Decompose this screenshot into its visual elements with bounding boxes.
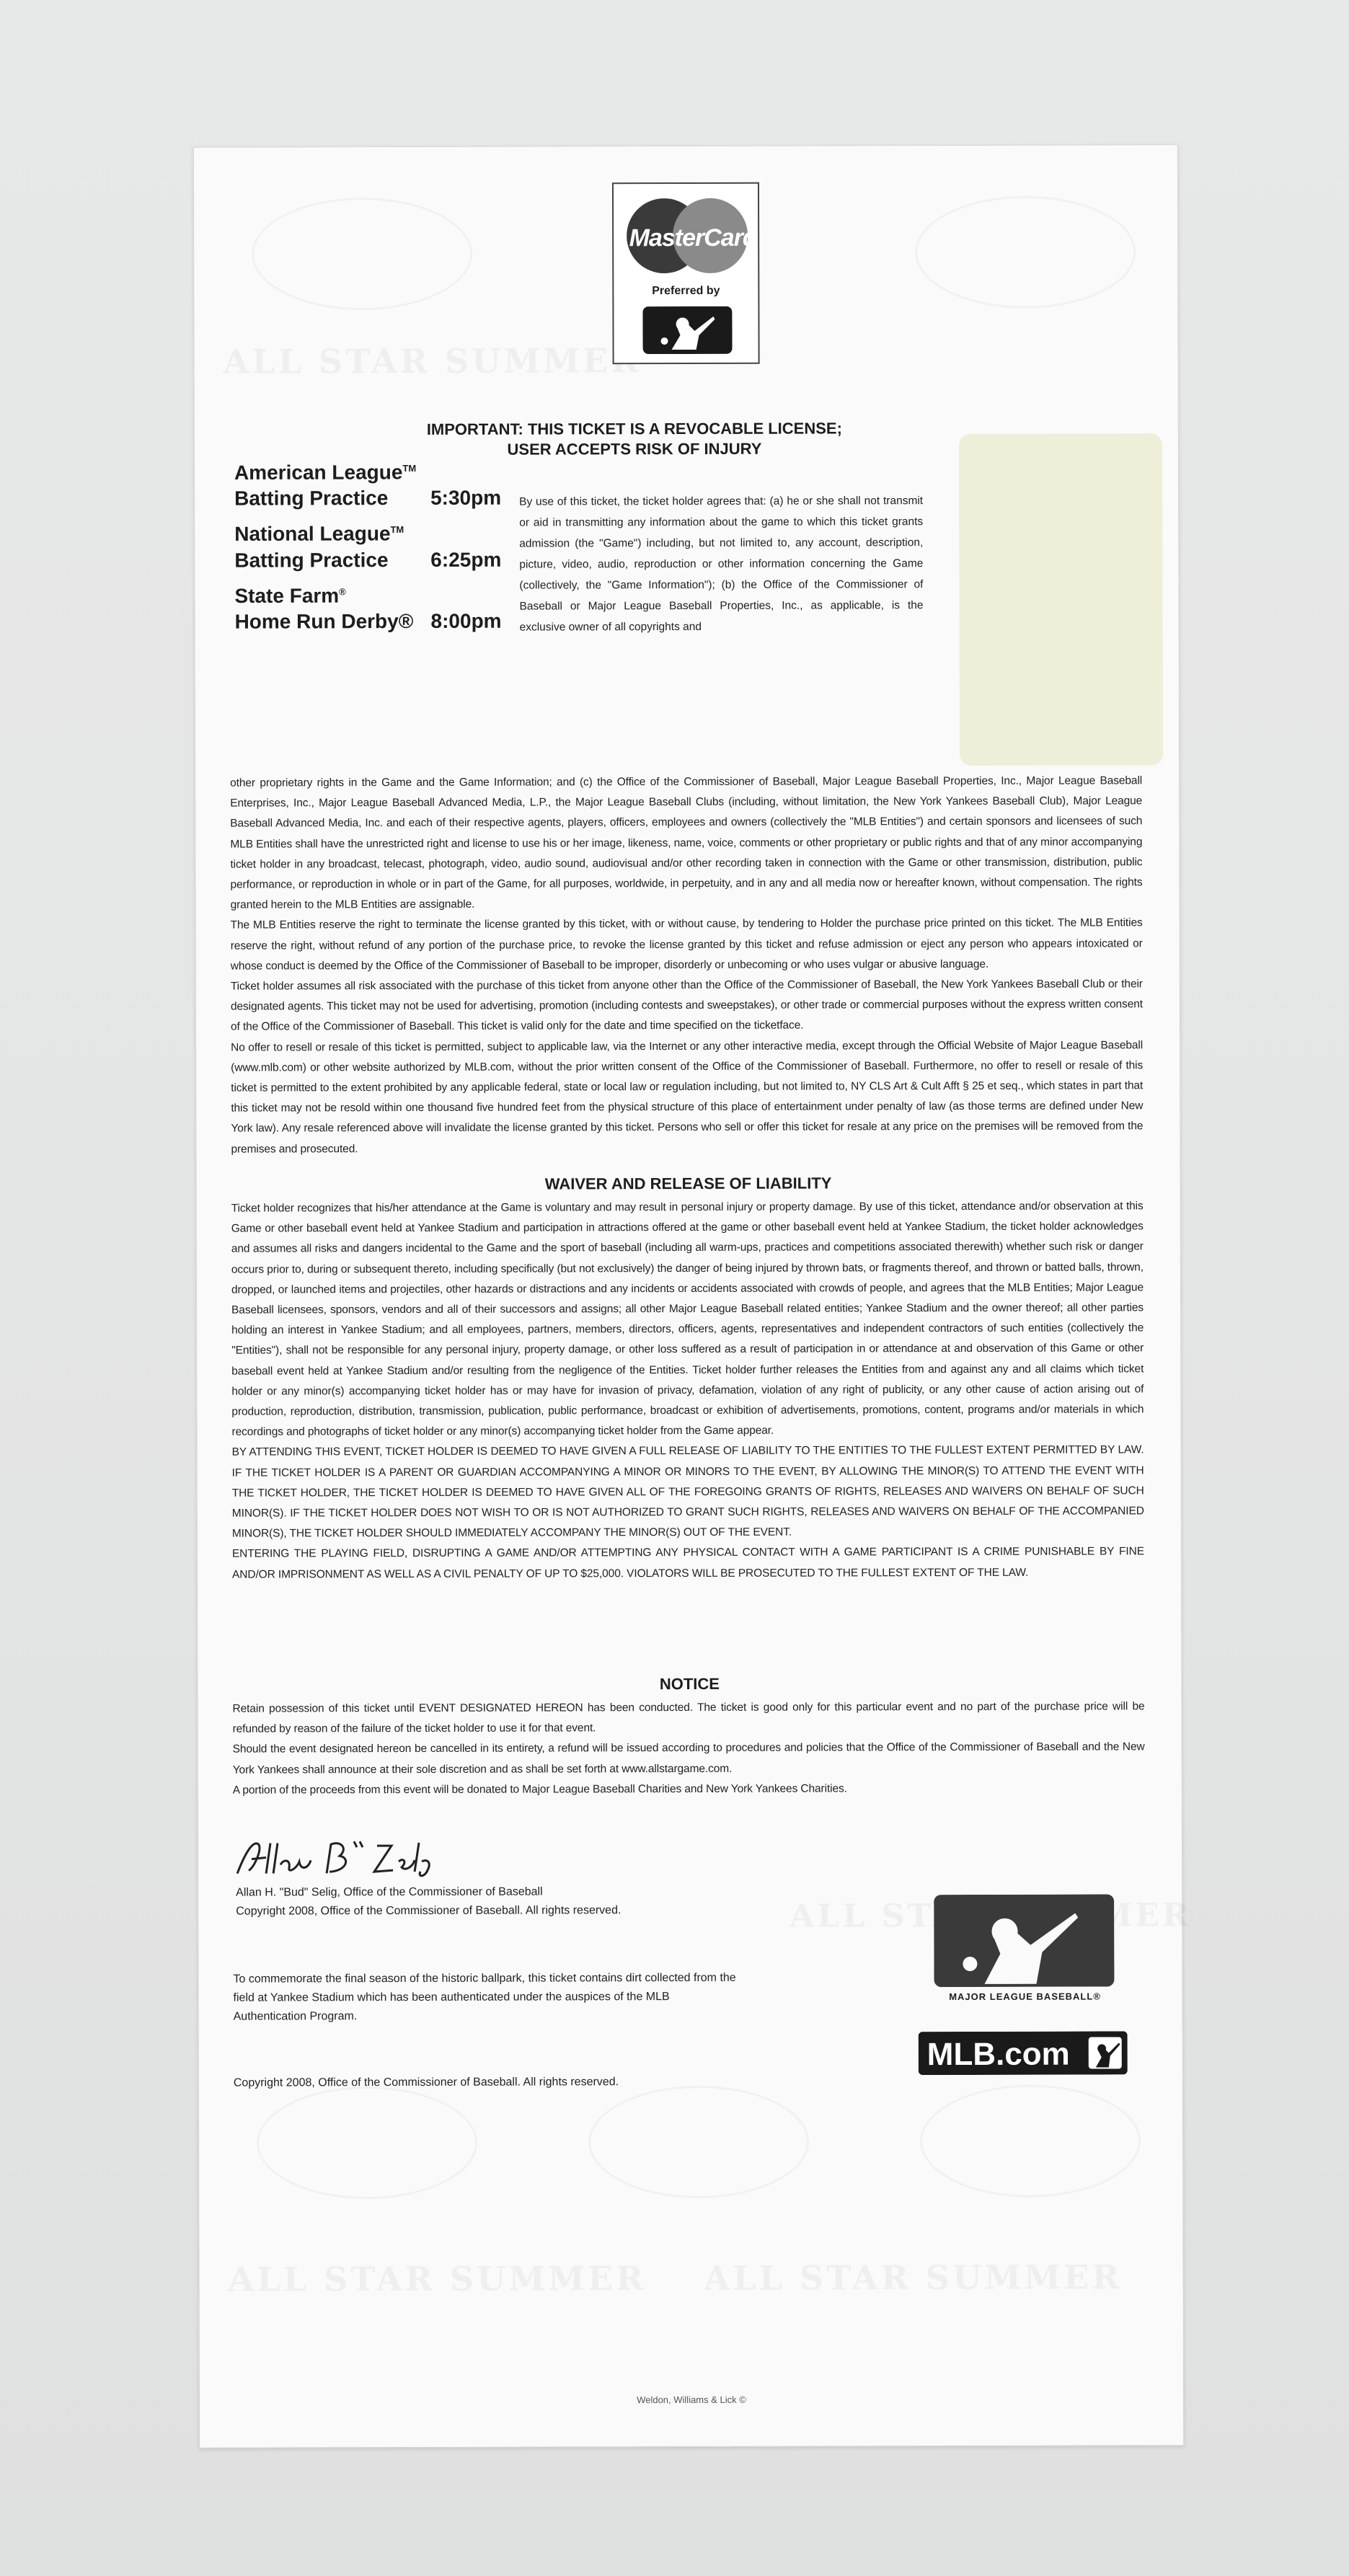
preferred-by-label: Preferred by <box>652 284 720 298</box>
copyright-line: Copyright 2008, Office of the Commissioner of Baseball. All rights reserved. <box>236 1904 622 1918</box>
watermark-oval <box>252 198 472 311</box>
schedule-line-1: American League™ <box>234 461 417 484</box>
mlbcom-logo-icon <box>919 2031 1128 2075</box>
license-title: IMPORTANT: THIS TICKET IS A REVOCABLE LICENSE; <box>426 419 842 438</box>
copyright-footer: Copyright 2008, Office of the Commissioner of Baseball. All rights reserved. <box>233 2076 619 2089</box>
mastercard-logo <box>621 192 757 272</box>
schedule-line-2: Batting Practice <box>234 548 389 572</box>
mlb-caption: MAJOR LEAGUE BASEBALL® <box>949 1991 1101 2003</box>
notice-body <box>232 1696 1144 1800</box>
watermark-text <box>704 2257 1122 2298</box>
schedule-line-1: State Farm® <box>234 584 346 607</box>
waiver-caps-paragraph: ENTERING THE PLAYING FIELD, DISRUPTING A GAME AND/OR ATTEMPTING ANY PHYSICAL CONTACT WITH A GAME PARTICIPANT IS A CRIME PUNISHABLE BY FINE AND/OR IMPRISONMENT AS WELL AS A CIVIL PENALTY OF UP TO $25,000. VIOLATORS WILL BE PROSECUTED TO THE FULLEST EXTENT OF THE LAW. <box>231 1545 1144 1581</box>
license-paragraph: other proprietary rights in the Game and the Game Information; and (c) the Office of the Commissioner of Baseball, Major League Baseball Properties, Inc., Major League Baseball Enterprises, Inc., Major League Baseball Advanced Media, L.P., the Major League Baseball Clubs (including, without limitation, the New York Yankees Baseball Club), Major League Baseball Advanced Media, Inc. and each of their respective agents, players, officers, employees and owners (collectively the "MLB Entities") and certain sponsors and licensees of such MLB Entities shall have the unrestricted right and license to use his or her image, likeness, name, voice, comments or other proprietary or public rights and that of any minor accompanying ticket holder in any broadcast, telecast, photograph, video, audio sound, audiovisual and/or other recording taken in connection with the Game or other transmission, distribution, public performance, or reproduction in whole or in part of the Game, for all purposes, worldwide, in perpetuity, and in any and all media now or hereafter known, without compensation. The rights granted herein to the MLB Entities are assignable. <box>230 774 1143 911</box>
sponsor-box <box>612 182 760 365</box>
mlb-batter-icon <box>642 306 732 354</box>
license-paragraph: No offer to resell or resale of this ticket is permitted, subject to applicable law, via the Internet or any other interactive media, except through the Official Website of Major League Baseball (www.mlb.com) or other website authorized by MLB.com, without the prior written consent of the Office of the Commissioner of Baseball. Furthermore, no offer to resell or resale of this ticket is permitted to the extent prohibited by any applicable federal, state or local law or regulation including, but not limited to, NY CLS Art & Cult Afft § 25 et seq., which states in part that this ticket may not be resold within one thousand five hundred feet from the physical structure of this place of entertainment under penalty of law (as those terms are defined under New York law). Any resale referenced above will invalidate the license granted by this ticket. Persons who sell or offer this ticket for resale at any price on the premises will be removed from the premises and prosecuted. <box>231 1038 1144 1156</box>
schedule-line-2: Batting Practice <box>234 487 389 510</box>
schedule-line-1: National League™ <box>234 522 404 546</box>
license-body <box>230 771 1143 1159</box>
notice-paragraph: A portion of the proceeds from this event will be donated to Major League Baseball Charities and New York Yankees Charities. <box>232 1782 847 1797</box>
notice-title: NOTICE <box>659 1674 720 1694</box>
commemoration-text: To commemorate the final season of the historic ballpark, this ticket contains dirt collected from the field at Yankee Stadium which has been authenticated under the auspices of the MLB Authentication Program. <box>233 1971 736 2023</box>
watermark-oval <box>257 2086 477 2200</box>
waiver-caps-paragraph: BY ATTENDING THIS EVENT, TICKET HOLDER IS DEEMED TO HAVE GIVEN A FULL RELEASE OF LIABILITY TO THE ENTITIES TO THE FULLEST EXTENT PERMITTED BY LAW. IF THE TICKET HOLDER IS A PARENT OR GUARDIAN ACCOMPANYING A MINOR OR MINORS TO THE EVENT, BY ALLOWING THE MINOR(S) TO ATTEND THE EVENT WITH THE TICKET HOLDER, THE TICKET HOLDER IS DEEMED TO HAVE GIVEN ALL OF THE FOREGOING GRANTS OF RIGHTS, RELEASES AND WAIVERS ON BEHALF OF SUCH MINOR(S). IF THE TICKET HOLDER DOES NOT WISH TO OR IS NOT AUTHORIZED TO GRANT SUCH RIGHTS, RELEASES AND WAIVERS ON BEHALF OF THE ACCOMPANIED MINOR(S), THE TICKET HOLDER SHOULD IMMEDIATELY ACCOMPANY THE MINOR(S) OUT OF THE EVENT. <box>231 1443 1144 1540</box>
watermark-oval <box>588 2086 809 2199</box>
schedule-item <box>234 456 501 512</box>
waiver-body <box>231 1196 1144 1585</box>
waiver-title: WAIVER AND RELEASE OF LIABILITY <box>544 1174 832 1193</box>
notice-paragraph: Retain possession of this ticket until EVENT DESIGNATED HEREON has been conducted. The ticket is good only for this particular event and no part of the purchase price will be refunded by reason of the failure of the ticket holder to use it for that event. <box>232 1700 1145 1735</box>
event-schedule <box>234 456 502 641</box>
schedule-time: 5:30pm <box>430 487 502 510</box>
mastercard-wordmark: MasterCard <box>629 223 757 252</box>
schedule-time: 8:00pm <box>430 609 502 632</box>
ticket-back <box>193 144 1184 2448</box>
authentication-panel <box>959 433 1163 766</box>
watermark-oval <box>915 195 1136 309</box>
watermark-text <box>228 2259 646 2299</box>
schedule-item <box>234 578 501 634</box>
schedule-line-2: Home Run Derby® <box>234 609 414 633</box>
waiver-paragraph: Ticket holder recognizes that his/her attendance at the Game is voluntary and may result in personal injury or property damage. By use of this ticket, attendance and/or observation at this Game or other baseball event held at Yankee Stadium and participation in attractions offered at the game or other baseball event held at Yankee Stadium, the ticket holder acknowledges and assumes all risks and dangers incidental to the Game and the sport of baseball (including all warm-ups, practices and competitions associated therewith) whether such risk or danger occurs prior to, during or subsequent thereto, including specifically (but not exclusively) the danger of being injured by thrown bats, or fragments thereof, and thrown or batted balls, thrown, dropped, or launched items and projectiles, other hazards or distractions and any incidents or accidents associated with crowds of people, and agrees that the MLB Entities; Major League Baseball licensees, sponsors, vendors and all of their successors and assigns; all other Major League Baseball related entities; Yankee Stadium and the owner thereof; all other parties holding an interest in Yankee Stadium; and all employees, partners, members, directors, officers, agents, representatives and independent contractors of such entities (collectively the "Entities"), shall not be responsible for any personal injury, property damage, or other loss suffered as a result of participation in or attendance at and observation of this Game or other baseball event held at Yankee Stadium and/or resulting from the negligence of the Entities. Ticket holder further releases the Entities from and against any and all claims which ticket holder or any minor(s) accompanying ticket holder has or may have for invasion of privacy, defamation, violation of any right of publicity, or any other cause of action arising out of production, reproduction, distribution, transmission, publication, public performance, broadcast or exhibition of advertisements, promotions, content, programs and/or materials in which recordings and photographs of ticket holder or any minor(s) accompanying ticket holder from the Game appear. <box>231 1200 1144 1438</box>
signature-name: Allan H. "Bud" Selig, Office of the Commissioner of Baseball <box>236 1885 543 1899</box>
watermark-text <box>224 341 642 381</box>
schedule-time: 6:25pm <box>430 548 502 571</box>
license-paragraph: The MLB Entities reserve the right to terminate the license granted by this ticket, with or without cause, by tendering to Holder the purchase price printed on this ticket. The MLB Entities reserve the right, without refund of any portion of the purchase price, to revoke the license granted by this ticket and refuse admission or eject any person who appears intoxicated or whose conduct is deemed by the Office of the Commissioner of Baseball to be improper, disorderly or unbecoming or who uses vulgar or abusive language. <box>230 916 1143 973</box>
schedule-item <box>234 517 501 573</box>
mlbcom-text: MLB.com <box>926 2036 1070 2073</box>
license-heading <box>418 418 851 460</box>
license-paragraph: Ticket holder assumes all risk associated with the purchase of this ticket from anyone other than the Office of the Commissioner of Baseball, the New York Yankees Baseball Club or their designated agents. This ticket may not be used for advertising, promotion (including contests and sweepstakes), or other trade or commercial purposes without the express written consent of the Office of the Commissioner of Baseball. This ticket is valid only for the date and time specified on the ticketface. <box>230 978 1143 1034</box>
printer-credit: Weldon, Williams & Lick © <box>637 2394 746 2406</box>
commissioner-signature <box>233 1833 464 1884</box>
mlb-logo-icon <box>934 1894 1114 1987</box>
watermark-oval <box>920 2084 1141 2197</box>
license-subtitle: USER ACCEPTS RISK OF INJURY <box>507 439 762 459</box>
notice-paragraph: Should the event designated hereon be cancelled in its entirety, a refund will be issued according to procedures and policies that the Office of the Commissioner of Baseball and the New York Yankees shall announce at their sole discretion and as shall be set forth at www.allstargame.com. <box>232 1740 1145 1776</box>
signature-caption <box>236 1882 621 1921</box>
license-intro: By use of this ticket, the ticket holder agrees that: (a) he or she shall not transmit or aid in transmitting any information about the game to which this ticket grants admission (the "Game") including, but not limited to, any account, description, picture, video, audio, reproduction or other information concerning the Game (collectively, the "Game Information"); (b) the Office of the Commissioner of Baseball or Major League Baseball Properties, Inc., as applicable, is the exclusive owner of all copyrights and <box>519 495 924 634</box>
